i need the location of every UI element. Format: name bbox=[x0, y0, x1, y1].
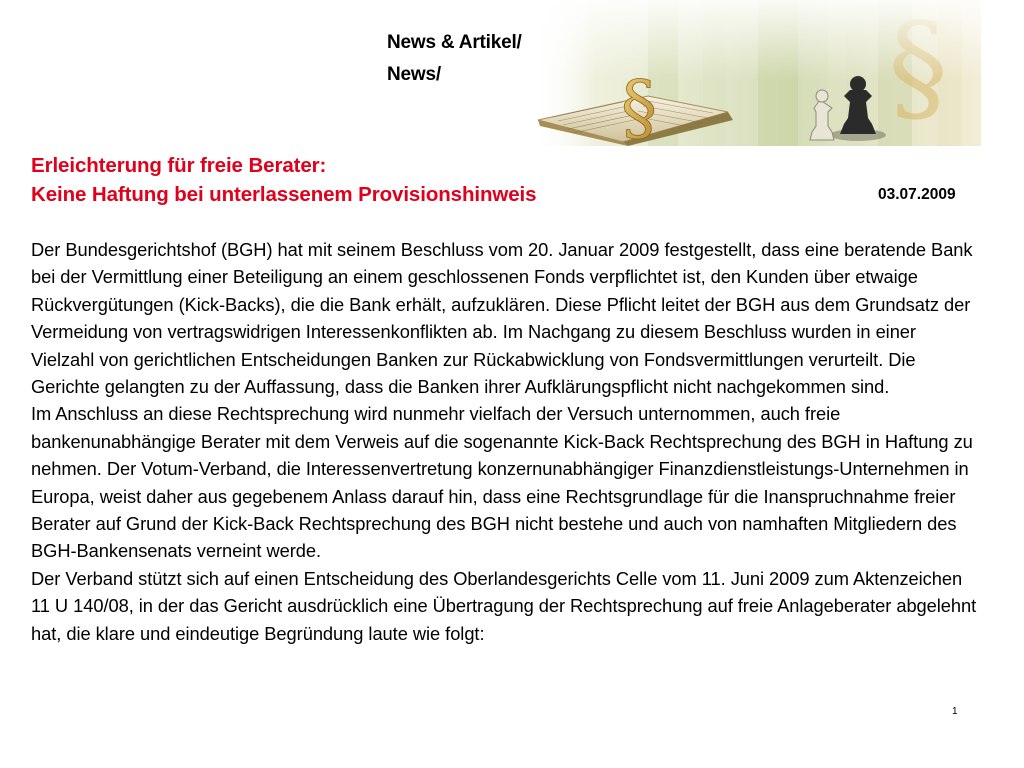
article-body bbox=[31, 236, 981, 647]
headline-line-2: Keine Haftung bei unterlassenem Provisionshinweis bbox=[31, 183, 537, 206]
body-paragraph: Der Verband stützt sich auf einen Entscheidung des Oberlandesgerichts Celle vom 11. Juni 2009 zum Aktenzeichen 11 U 140/08, in der das Gericht ausdrücklich eine Übertragung der Rechtsprechung auf freie Anlageberater abgelehnt hat, die klare und eindeutige Begründung laute wie folgt: bbox=[31, 567, 977, 644]
article-headline bbox=[31, 151, 536, 209]
page-number: 1 bbox=[952, 706, 958, 717]
header-image bbox=[528, 0, 981, 146]
article-date: 03.07.2009 bbox=[878, 186, 956, 203]
breadcrumb bbox=[387, 27, 522, 91]
breadcrumb-news-artikel[interactable]: News & Artikel/ bbox=[387, 32, 522, 53]
breadcrumb-news[interactable]: News/ bbox=[387, 64, 441, 85]
body-paragraph: Der Bundesgerichtshof (BGH) hat mit seinem Beschluss vom 20. Januar 2009 festgestellt, dass eine beratende Bank bei der Vermittlung einer Beteiligung an einem geschlossenen Fonds verpflichtet ist, den Kunden über etwaige Rückvergütungen (Kick-Backs), die die Bank erhält, aufzuklären. Diese Pflicht leitet der BGH aus dem Grundsatz der Vermeidung von vertragswidrigen Interessenkonflikten ab. Im Nachgang zu diesem Beschluss wurden in einer Vielzahl von gerichtlichen Entscheidungen Banken zur Rückabwicklung von Fondsvermittlungen verurteilt. Die Gerichte gelangten zu der Auffassung, dass die Banken ihrer Aufklärungspflicht nicht nachgekommen sind. bbox=[31, 239, 973, 398]
headline-line-1: Erleichterung für freie Berater: bbox=[31, 154, 327, 177]
body-paragraph: Im Anschluss an diese Rechtsprechung wird nunmehr vielfach der Versuch unternommen, auch freie bankenunabhängige Berater mit dem Verweis auf die sogenannte Kick-Back Rechtsprechung des BGH in Haftung zu nehmen. Der Votum-Verband, die Interessenvertretung konzernunabhängiger Finanzdienstleistungs-Unternehmen in Europa, weist daher aus gegebenem Anlass darauf hin, dass eine Rechtsgrundlage für die Inanspruchnahme freier Berater auf Grund der Kick-Back Rechtsprechung des BGH nicht bestehe und auch von namhaften Mitgliedern des BGH-Bankensenats verneint werde. bbox=[31, 403, 973, 562]
